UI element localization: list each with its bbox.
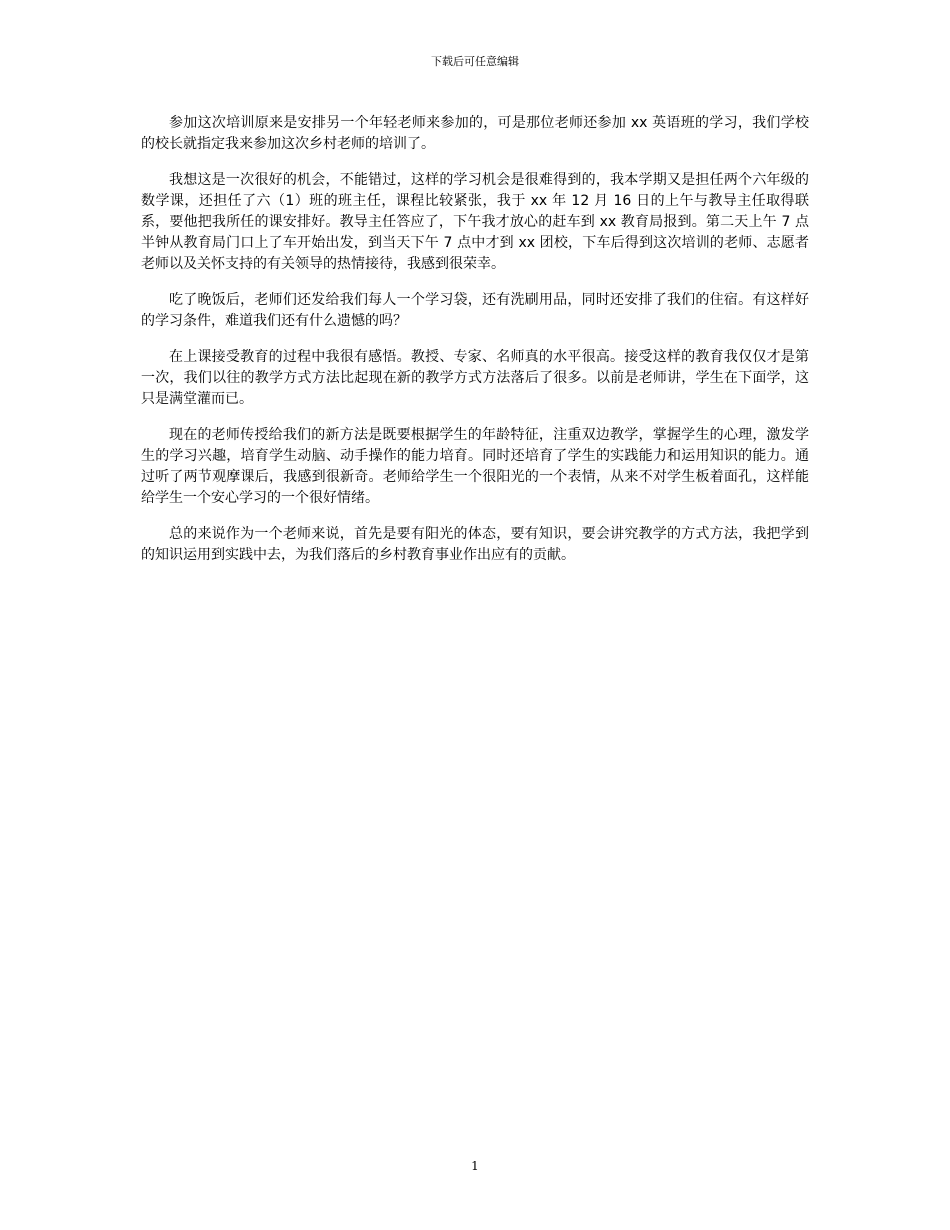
paragraph-6: 总的来说作为一个老师来说，首先是要有阳光的体态，要有知识，要会讲究教学的方式方法，我把学到的知识运用到实践中去，为我们落后的乡村教育事业作出应有的贡献。 [141, 526, 809, 563]
paragraph-3: 吃了晚饭后，老师们还发给我们每人一个学习袋，还有洗刷用品，同时还安排了我们的住宿。有这样好的学习条件，难道我们还有什么遗憾的吗？ [141, 292, 809, 329]
page-number: 1 [471, 1159, 479, 1173]
paragraph-2: 我想这是一次很好的机会，不能错过，这样的学习机会是很难得到的，我本学期又是担任两个六年级的数学课，还担任了六（1）班的班主任，课程比较紧张，我于 xx 年 12 月 16 日的上午与教导主任取得联系，要他把我所任的课安排好。教导主任答应了，下午我才放心的赶车到 xx 教育局报到。第二天上午 7 点半钟从教育局门口上了车开始出发，到当天下午 7 点中才到 xx 团校，下车后得到这次培训的老师、志愿者老师以及关怀支持的有关领导的热情接待，我感到很荣幸。 [141, 172, 809, 272]
paragraph-4: 在上课接受教育的过程中我很有感悟。教授、专家、名师真的水平很高。接受这样的教育我仅仅才是第一次，我们以往的教学方式方法比起现在新的教学方式方法落后了很多。以前是老师讲，学生在下面学，这只是满堂灌而已。 [141, 349, 809, 407]
paragraph-5: 现在的老师传授给我们的新方法是既要根据学生的年龄特征，注重双边教学，掌握学生的心理，激发学生的学习兴趣，培育学生动脑、动手操作的能力培育。同时还培育了学生的实践能力和运用知识的能力。通过听了两节观摩课后，我感到很新奇。老师给学生一个很阳光的一个表情，从来不对学生板着面孔，这样能给学生一个安心学习的一个很好情绪。 [141, 427, 809, 506]
paragraph-1: 参加这次培训原来是安排另一个年轻老师来参加的，可是那位老师还参加 xx 英语班的学习，我们学校的校长就指定我来参加这次乡村老师的培训了。 [141, 115, 809, 152]
document-body [141, 113, 809, 581]
page-header: 下载后可任意编辑 [431, 55, 519, 68]
